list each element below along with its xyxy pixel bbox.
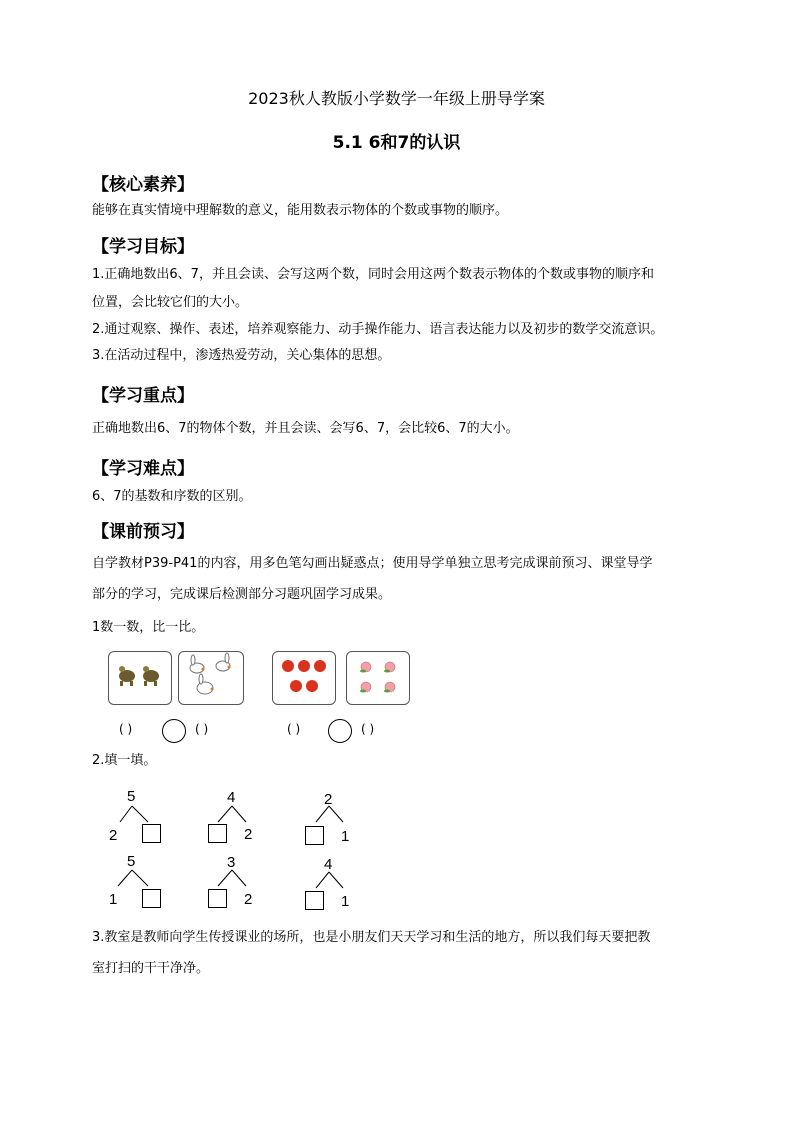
exercise-3-line2: 室打扫的干干净净。 [92,961,210,976]
bond-2-answer-box[interactable] [208,824,227,843]
bond-6-answer-box[interactable] [305,891,324,910]
bond-1-total: 5 [127,788,136,805]
answer-blank-right-2[interactable]: ( ) [361,722,375,736]
preview-line2: 部分的学习，完成课后检测部分习题巩固学习成果。 [92,587,392,602]
bond-4-answer-box[interactable] [142,889,161,908]
answer-blank-left-2[interactable]: ( ) [287,722,301,736]
goal-2: 2.通过观察、操作、表述，培养观察能力、动手操作能力、语言表达能力以及初步的数学交流意识。 [92,322,664,337]
answer-blank-left-1[interactable]: ( ) [119,722,133,736]
exercise-3-line1: 3.教室是教师向学生传授课业的场所，也是小朋友们天天学习和生活的地方，所以我们每天要把教 [92,930,651,945]
answer-blank-right-1[interactable]: ( ) [195,722,209,736]
exercise-2-label: 2.填一填。 [92,753,157,768]
preview-line1: 自学教材P39-P41的内容，用多色笔勾画出疑惑点；使用导学单独立思考完成课前预习、课堂导学 [92,556,653,571]
heading-preview: 【课前预习】 [92,522,194,542]
heading-difficult: 【学习难点】 [92,459,194,479]
key-text: 正确地数出6、7的物体个数，并且会读、会写6、7，会比较6、7的大小。 [92,421,519,436]
bond-1-answer-box[interactable] [142,824,161,843]
bond-3-answer-box[interactable] [305,826,324,845]
bond-5-right: 2 [244,891,253,908]
goal-1-line1: 1.正确地数出6、7，并且会读、会写这两个数，同时会用这两个数表示物体的个数或事物的顺序和 [92,267,654,282]
bond-6-total: 4 [324,856,333,873]
heading-core: 【核心素养】 [92,175,194,195]
bond-3-right: 1 [341,828,350,845]
bond-2-right: 2 [244,826,253,843]
lesson-title: 5.1 6和7的认识 [332,133,461,153]
document-title: 2023秋人教版小学数学一年级上册导学案 [248,89,545,108]
bond-5-answer-box[interactable] [208,889,227,908]
exercise-1-label: 1数一数，比一比。 [92,620,205,635]
bond-4-left: 1 [109,891,118,908]
goal-1-line2: 位置，会比较它们的大小。 [92,295,249,310]
bond-4-total: 5 [127,853,136,870]
heading-goals: 【学习目标】 [92,237,194,257]
core-text: 能够在真实情境中理解数的意义，能用数表示物体的个数或事物的顺序。 [92,203,509,218]
bond-5-total: 3 [227,854,236,871]
bond-2-total: 4 [227,789,236,806]
bond-1-left: 2 [109,827,118,844]
difficult-text: 6、7的基数和序数的区别。 [92,489,252,504]
bond-6-right: 1 [341,893,350,910]
goal-3: 3.在活动过程中，渗透热爱劳动，关心集体的思想。 [92,348,391,363]
heading-key: 【学习重点】 [92,386,194,406]
bond-3-total: 2 [324,791,333,808]
